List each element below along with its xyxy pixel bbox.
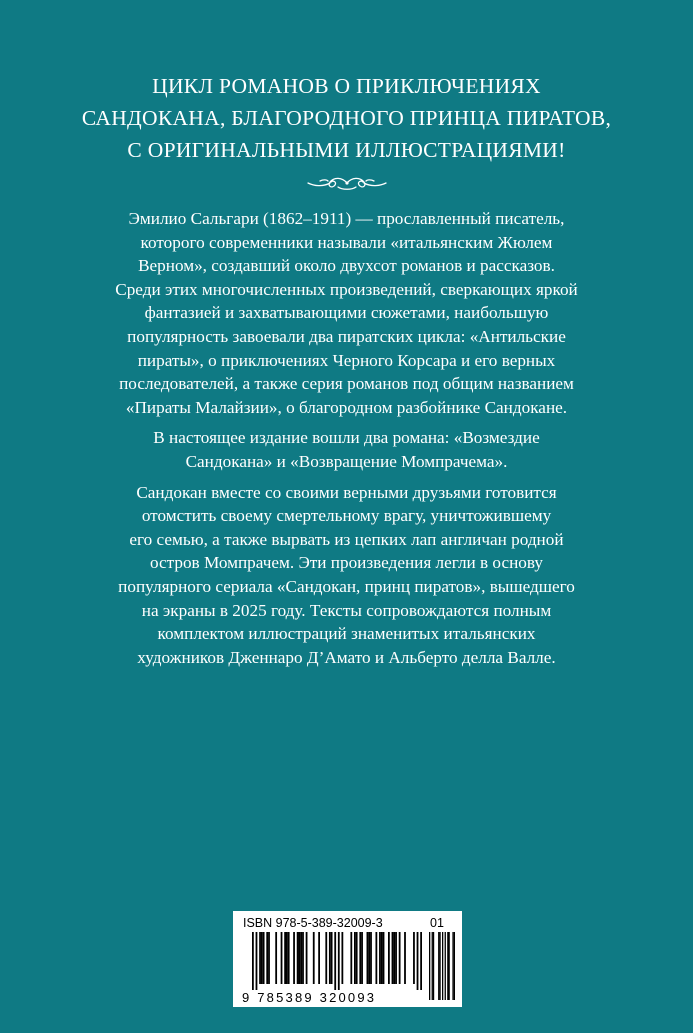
barcode-bar — [329, 932, 331, 984]
barcode-bar — [261, 932, 263, 984]
text-line: на экраны в 2025 году. Тексты сопровождаются полным — [141, 600, 552, 620]
text-line: «Пираты Малайзии», о благородном разбойнике Сандокане. — [125, 397, 568, 417]
barcode-bar — [392, 932, 394, 984]
barcode-bar — [266, 932, 268, 984]
barcode-bar — [263, 932, 265, 984]
text-line: популярного сериала «Сандокан, принц пиратов», вышедшего — [118, 576, 575, 596]
isbn-label: ISBN 978-5-389-32009-3 — [243, 916, 383, 930]
text-line: В настоящее издание вошли два романа: «Возмездие — [153, 428, 540, 448]
addon-bar — [429, 932, 430, 1000]
addon-bar — [447, 932, 448, 1000]
barcode-bar — [338, 932, 340, 990]
text-line: последователей, а также серия романов под общим названием — [119, 374, 574, 394]
barcode-bar — [306, 932, 308, 984]
barcode-bar — [420, 932, 422, 990]
text-line: Верном», создавший около двухсот романов и рассказов. — [138, 256, 555, 276]
headline-line: С ОРИГИНАЛЬНЫМИ ИЛЛЮСТРАЦИЯМИ! — [127, 138, 566, 162]
addon-bar — [454, 932, 455, 1000]
text-line: его семью, а также вырвать из цепких лап англичан родной — [129, 529, 564, 549]
barcode-bar — [395, 932, 397, 984]
text-line: комплектом иллюстраций знаменитых итальянских — [157, 624, 536, 644]
barcode-bar — [325, 932, 327, 984]
paragraph-plot — [50, 481, 643, 670]
barcode-bar — [375, 932, 377, 984]
addon-bar — [439, 932, 440, 1000]
barcode-bar — [413, 932, 415, 984]
barcode-bar — [284, 932, 286, 984]
paragraph-edition — [50, 426, 643, 473]
barcode-bar — [354, 932, 356, 984]
addon-bar — [432, 932, 433, 1000]
barcode-bar — [281, 932, 283, 984]
headline-line: САНДОКАНА, БЛАГОРОДНОГО ПРИНЦА ПИРАТОВ, — [81, 106, 612, 130]
barcode-bar — [417, 932, 419, 990]
text-line: остров Момпрачем. Эти произведения легли в основу — [150, 553, 543, 573]
barcode-bar — [334, 932, 336, 990]
text-line: популярность завоевали два пиратских цикла: «Антильские — [127, 326, 566, 346]
barcode-bar — [341, 932, 343, 984]
barcode-bar — [381, 932, 383, 984]
text-line: которого современники называли «итальянским Жюлем — [140, 232, 553, 252]
barcode-bar — [399, 932, 401, 984]
barcode-bar — [393, 932, 395, 984]
barcode-bar — [297, 932, 299, 984]
barcode-bar — [350, 932, 352, 984]
barcode-bar — [379, 932, 381, 984]
barcode-bar — [299, 932, 301, 984]
text-line: фантазией и захватывающими сюжетами, наибольшую — [144, 303, 549, 323]
addon-barcode-bars — [429, 932, 455, 1000]
addon-bar — [452, 932, 453, 1000]
barcode-bar — [293, 932, 295, 984]
addon-bar — [442, 932, 443, 1000]
text-line: Сандокана» и «Возвращение Момпрачема». — [185, 451, 508, 471]
barcode-bar — [359, 932, 361, 984]
headline — [40, 70, 653, 166]
barcode-bar — [302, 932, 304, 984]
barcode-digits: 9 785389 320093 — [242, 990, 377, 1005]
barcode-bar — [318, 932, 320, 984]
addon-code: 01 — [430, 916, 444, 930]
barcode-bar — [275, 932, 277, 984]
barcode-bar — [388, 932, 390, 984]
description — [50, 207, 643, 676]
text-line: Среди этих многочисленных произведений, сверкающих яркой — [115, 279, 578, 299]
barcode-bar — [286, 932, 288, 984]
barcode-bar — [361, 932, 363, 984]
barcode-bar — [367, 932, 369, 984]
addon-bar — [449, 932, 450, 1000]
barcode-bar — [370, 932, 372, 984]
barcode-bar — [331, 932, 333, 984]
text-line: художников Дженнаро Д’Амато и Альберто делла Валле. — [137, 647, 556, 667]
barcode-bar — [313, 932, 315, 984]
barcode-bar — [300, 932, 302, 984]
barcode-bar — [259, 932, 261, 984]
barcode-bar — [256, 932, 258, 990]
barcode-bar — [383, 932, 385, 984]
text-line: пираты», о приключениях Черного Корсара и его верных — [137, 350, 556, 370]
isbn-barcode — [233, 911, 462, 1007]
barcode-bar — [288, 932, 290, 984]
barcode-bar — [368, 932, 370, 984]
addon-bar — [438, 932, 439, 1000]
addon-bar — [445, 932, 446, 1000]
barcode-bar — [252, 932, 254, 990]
barcode-bar — [268, 932, 270, 984]
addon-bar — [433, 932, 434, 1000]
flourish-ornament-icon — [306, 172, 388, 194]
text-line: Сандокан вместе со своими верными друзьями готовится — [136, 482, 557, 502]
text-line: Эмилио Сальгари (1862–1911) — прославленный писатель, — [128, 209, 565, 228]
barcode-bar — [356, 932, 358, 984]
paragraph-author — [50, 207, 643, 419]
barcode-bar — [404, 932, 406, 984]
text-line: отомстить своему смертельному врагу, уничтожившему — [141, 506, 552, 526]
barcode-bars — [252, 932, 422, 990]
headline-line: ЦИКЛ РОМАНОВ О ПРИКЛЮЧЕНИЯХ — [152, 74, 541, 98]
